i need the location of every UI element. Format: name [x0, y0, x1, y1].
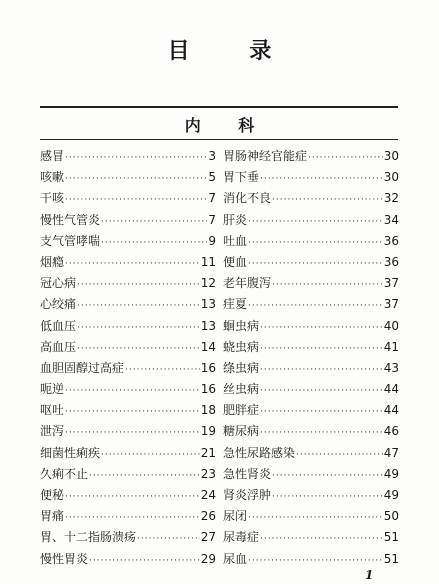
toc-entry-page: 13 — [200, 297, 216, 312]
toc-entry — [40, 444, 216, 465]
toc-entry — [40, 211, 216, 232]
toc-entry — [223, 232, 399, 253]
toc-entry — [40, 465, 216, 486]
dot-leader — [260, 386, 383, 396]
toc-column-left — [40, 147, 216, 571]
toc-entry-title: 便秘 — [40, 488, 65, 502]
toc-column-right — [223, 147, 399, 571]
dot-leader — [248, 217, 383, 227]
toc-entry — [223, 317, 399, 338]
toc-entry-title: 疰夏 — [223, 297, 248, 312]
toc-entry — [223, 147, 399, 168]
toc-entry — [223, 465, 399, 486]
toc-entry — [40, 550, 216, 571]
toc-entry — [40, 528, 216, 549]
toc-entry — [40, 274, 216, 295]
toc-entry-title: 呕吐 — [40, 403, 65, 418]
toc-entry — [223, 359, 399, 380]
toc-entry — [223, 528, 399, 549]
toc-entry — [40, 147, 216, 168]
dot-leader — [101, 217, 207, 227]
dot-leader — [308, 153, 383, 163]
toc-entry-title: 胃肠神经官能症 — [223, 149, 308, 163]
dot-leader — [65, 428, 200, 438]
toc-entry-title: 蛔虫病 — [223, 318, 260, 333]
toc-entry-title: 消化不良 — [223, 191, 272, 206]
toc-entry-title: 老年腹泻 — [223, 276, 272, 291]
toc-entry-page: 30 — [383, 170, 399, 185]
toc-entry — [40, 253, 216, 274]
toc-entry — [40, 359, 216, 380]
toc-entry-title: 感冒 — [40, 149, 65, 163]
toc-entry-page: 50 — [383, 509, 399, 524]
dot-leader — [272, 280, 383, 290]
toc-entry-page: 9 — [208, 233, 216, 248]
toc-entry — [223, 380, 399, 401]
toc-entry-page: 30 — [383, 149, 399, 163]
page-title: 目 录 — [167, 39, 298, 64]
toc-entry-page: 40 — [383, 318, 399, 333]
toc-entry-title: 呃逆 — [40, 382, 65, 397]
page-number: 1 — [365, 568, 374, 582]
toc-entry-page: 51 — [383, 530, 399, 545]
dot-leader — [65, 407, 200, 417]
toc-entry-title: 高血压 — [40, 339, 77, 354]
toc-entry-page: 32 — [383, 191, 399, 206]
toc-entry — [223, 507, 399, 528]
dot-leader — [77, 301, 200, 311]
toc-entry-page: 47 — [383, 445, 399, 460]
toc-entry-title: 肾炎浮肿 — [223, 488, 272, 502]
toc-entry-page: 11 — [200, 254, 216, 269]
toc-entry-page: 51 — [383, 551, 399, 566]
toc-entry-title: 吐血 — [223, 233, 248, 248]
bottom-rule — [40, 139, 398, 140]
dot-leader — [125, 365, 200, 375]
toc-entry-title: 胃下垂 — [223, 170, 260, 185]
toc-entry — [40, 380, 216, 401]
toc-entry-page: 27 — [200, 530, 216, 545]
toc-entry — [40, 486, 216, 507]
toc-entry — [40, 317, 216, 338]
dot-leader — [89, 471, 200, 481]
dot-leader — [101, 238, 207, 248]
toc-entry-title: 蛲虫病 — [223, 339, 260, 354]
toc-entry-page: 46 — [383, 424, 399, 439]
toc-entry-title: 尿闭 — [223, 509, 248, 524]
dot-leader — [101, 450, 200, 460]
dot-leader — [260, 365, 383, 375]
dot-leader — [77, 344, 200, 354]
dot-leader — [65, 259, 200, 269]
toc-entry — [223, 274, 399, 295]
toc-entry-page: 21 — [200, 445, 216, 460]
toc-entry-title: 便血 — [223, 254, 248, 269]
toc-entry-title: 血胆固醇过高症 — [40, 360, 125, 375]
toc-entry-title: 胃痛 — [40, 509, 65, 524]
toc-entry-title: 干咳 — [40, 191, 65, 206]
toc-entry-title: 心绞痛 — [40, 297, 77, 312]
toc-entry — [223, 211, 399, 232]
toc-entry-page: 37 — [383, 276, 399, 291]
dot-leader — [248, 238, 383, 248]
dot-leader — [65, 513, 200, 523]
toc-entry-page: 13 — [200, 318, 216, 333]
toc-entry-title: 胃、十二指肠溃疡 — [40, 530, 137, 545]
toc-entry — [223, 486, 399, 507]
toc-entry-title: 冠心病 — [40, 276, 77, 291]
dot-leader — [77, 323, 200, 333]
toc-entry — [223, 338, 399, 359]
toc-entry — [40, 295, 216, 316]
dot-leader — [296, 450, 383, 460]
toc-entry — [40, 232, 216, 253]
toc-entry-page: 44 — [383, 403, 399, 418]
top-rule — [40, 106, 398, 108]
toc-entry-page: 49 — [383, 488, 399, 502]
toc-entry-title: 肝炎 — [223, 212, 248, 227]
dot-leader — [248, 301, 383, 311]
toc-entry-title: 尿血 — [223, 551, 248, 566]
toc-entry-title: 慢性胃炎 — [40, 551, 89, 566]
toc-entry — [223, 189, 399, 210]
toc-entry-page: 19 — [200, 424, 216, 439]
dot-leader — [77, 280, 200, 290]
toc-entry-page: 36 — [383, 233, 399, 248]
toc-entry-page: 41 — [383, 339, 399, 354]
toc-entry-page: 34 — [383, 212, 399, 227]
toc-entry-page: 3 — [208, 149, 216, 163]
toc-entry-page: 43 — [383, 360, 399, 375]
toc-entry-title: 烟瘾 — [40, 254, 65, 269]
toc-entry — [223, 295, 399, 316]
toc-entry-title: 细菌性痢疾 — [40, 445, 101, 460]
toc-entry-page: 18 — [200, 403, 216, 418]
dot-leader — [260, 534, 383, 544]
toc-entry-page: 44 — [383, 382, 399, 397]
dot-leader — [65, 174, 207, 184]
toc-entry — [40, 507, 216, 528]
toc-entry-page: 5 — [208, 170, 216, 185]
toc-entry-title: 慢性气管炎 — [40, 212, 101, 227]
toc-entry — [40, 168, 216, 189]
toc-entry — [223, 168, 399, 189]
toc-entry — [223, 401, 399, 422]
toc-entry-page: 26 — [200, 509, 216, 524]
toc-entry — [223, 444, 399, 465]
dot-leader — [260, 323, 383, 333]
dot-leader — [272, 471, 383, 481]
toc-entry-page: 49 — [383, 466, 399, 481]
toc-entry-title: 丝虫病 — [223, 382, 260, 397]
toc-entry-page: 16 — [200, 360, 216, 375]
toc-entry-page: 7 — [208, 191, 216, 206]
toc-entry — [40, 401, 216, 422]
toc-entry-title: 咳嗽 — [40, 170, 65, 185]
toc-entry-title: 绦虫病 — [223, 360, 260, 375]
toc-entry — [40, 189, 216, 210]
toc-entry-title: 急性肾炎 — [223, 466, 272, 481]
dot-leader — [272, 492, 383, 502]
section-heading: 内 科 — [184, 116, 271, 135]
toc-entry-page: 37 — [383, 297, 399, 312]
toc-entry — [223, 253, 399, 274]
toc-entry — [223, 422, 399, 443]
toc-entry-page: 7 — [208, 212, 216, 227]
dot-leader — [137, 534, 200, 544]
toc-entry-page: 29 — [200, 551, 216, 566]
toc-entry-page: 16 — [200, 382, 216, 397]
dot-leader — [260, 344, 383, 354]
toc-entry-title: 支气管哮喘 — [40, 233, 101, 248]
dot-leader — [248, 513, 383, 523]
dot-leader — [89, 556, 200, 566]
toc-entry-page: 23 — [200, 466, 216, 481]
dot-leader — [260, 428, 383, 438]
toc-entry-page: 24 — [200, 488, 216, 502]
toc-entry-title: 肥胖症 — [223, 403, 260, 418]
toc-entry-page: 14 — [200, 339, 216, 354]
dot-leader — [260, 407, 383, 417]
dot-leader — [248, 259, 383, 269]
dot-leader — [65, 492, 200, 502]
dot-leader — [260, 174, 383, 184]
toc-entry-title: 泄泻 — [40, 424, 65, 439]
toc-entry-title: 低血压 — [40, 318, 77, 333]
dot-leader — [65, 386, 200, 396]
toc-entry-page: 36 — [383, 254, 399, 269]
toc-entry-title: 尿毒症 — [223, 530, 260, 545]
toc-entry-title: 糖尿病 — [223, 424, 260, 439]
dot-leader — [248, 556, 383, 566]
dot-leader — [65, 195, 207, 205]
dot-leader — [65, 153, 207, 163]
dot-leader — [272, 195, 383, 205]
toc-entry — [40, 338, 216, 359]
toc-entry-title: 久痢不止 — [40, 466, 89, 481]
toc-entry-title: 急性尿路感染 — [223, 445, 296, 460]
toc-entry-page: 12 — [200, 276, 216, 291]
toc-entry — [40, 422, 216, 443]
